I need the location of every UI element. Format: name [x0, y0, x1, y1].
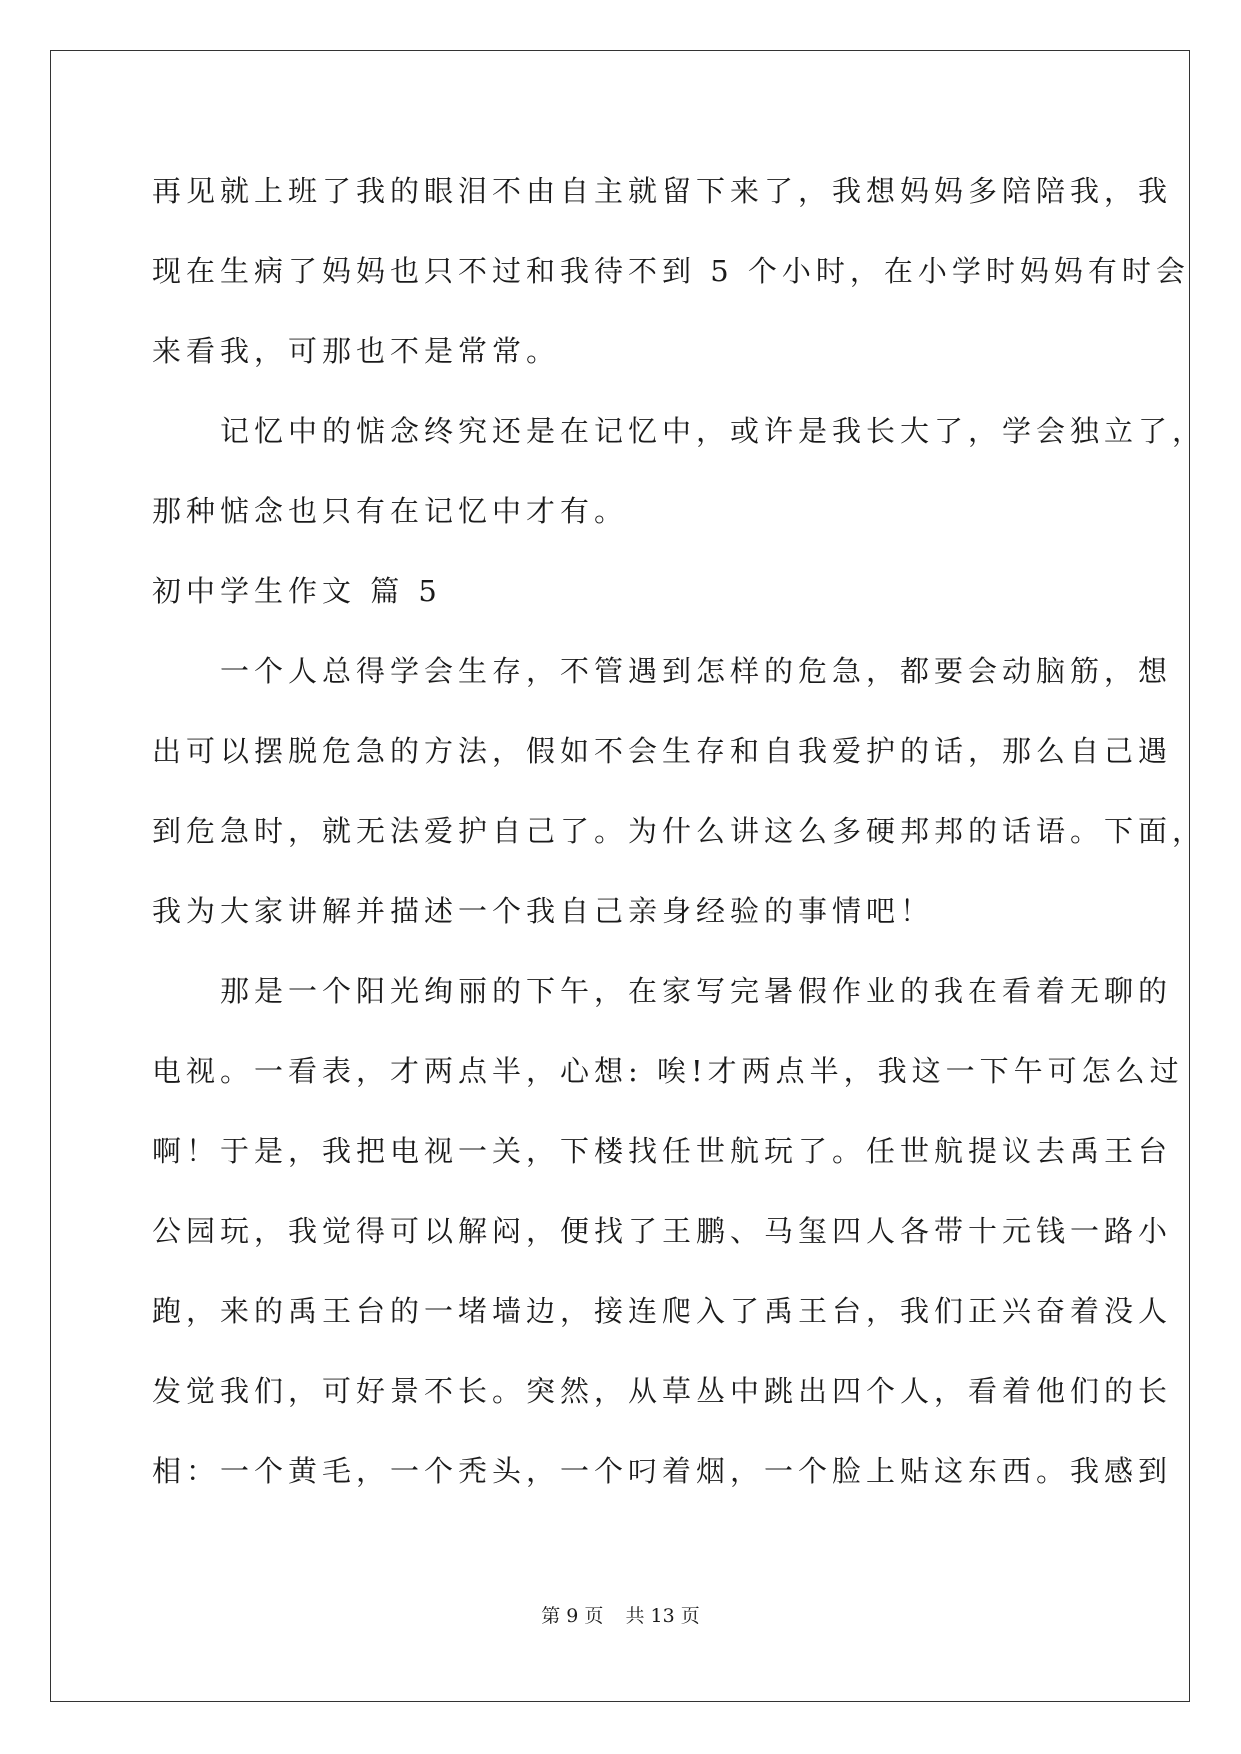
text-line: 到危急时，就无法爱护自己了。为什么讲这么多硬邦邦的话语。下面，: [152, 814, 1207, 848]
page-footer: [0, 1604, 1241, 1628]
text-line: 再见就上班了我的眼泪不由自主就留下来了，我想妈妈多陪陪我，我: [152, 174, 1173, 208]
text-line: 公园玩，我觉得可以解闷，便找了王鹏、马玺四人各带十元钱一路小: [152, 1214, 1173, 1248]
text-line: 啊！于是，我把电视一关，下楼找任世航玩了。任世航提议去禹王台: [152, 1134, 1173, 1168]
text-line: 相：一个黄毛，一个秃头，一个叼着烟，一个脸上贴这东西。我感到: [152, 1454, 1173, 1488]
text-line: 发觉我们，可好景不长。突然，从草丛中跳出四个人，看着他们的长: [152, 1374, 1173, 1408]
text-line: 出可以摆脱危急的方法，假如不会生存和自我爱护的话，那么自己遇: [152, 734, 1173, 768]
section-heading: 初中学生作文 篇 5: [152, 574, 442, 608]
page-number: 第 9 页: [541, 1605, 604, 1627]
text-line: 现在生病了妈妈也只不过和我待不到 5 个小时，在小学时妈妈有时会: [152, 254, 1190, 288]
text-line: 我为大家讲解并描述一个我自己亲身经验的事情吧！: [152, 894, 935, 928]
text-line: 一个人总得学会生存，不管遇到怎样的危急，都要会动脑筋，想: [152, 654, 1173, 688]
text-line: 那种惦念也只有在记忆中才有。: [152, 494, 629, 528]
text-line: 那是一个阳光绚丽的下午，在家写完暑假作业的我在看着无聊的: [152, 974, 1173, 1008]
text-line: 跑，来的禹王台的一堵墙边，接连爬入了禹王台，我们正兴奋着没人: [152, 1294, 1173, 1328]
text-line: 电视。一看表，才两点半，心想: 唉!才两点半，我这一下午可怎么过: [152, 1054, 1184, 1088]
text-line: 记忆中的惦念终究还是在记忆中，或许是我长大了，学会独立了，: [152, 414, 1207, 448]
text-line: 来看我，可那也不是常常。: [152, 334, 561, 368]
page-total: 共 13 页: [625, 1605, 700, 1627]
